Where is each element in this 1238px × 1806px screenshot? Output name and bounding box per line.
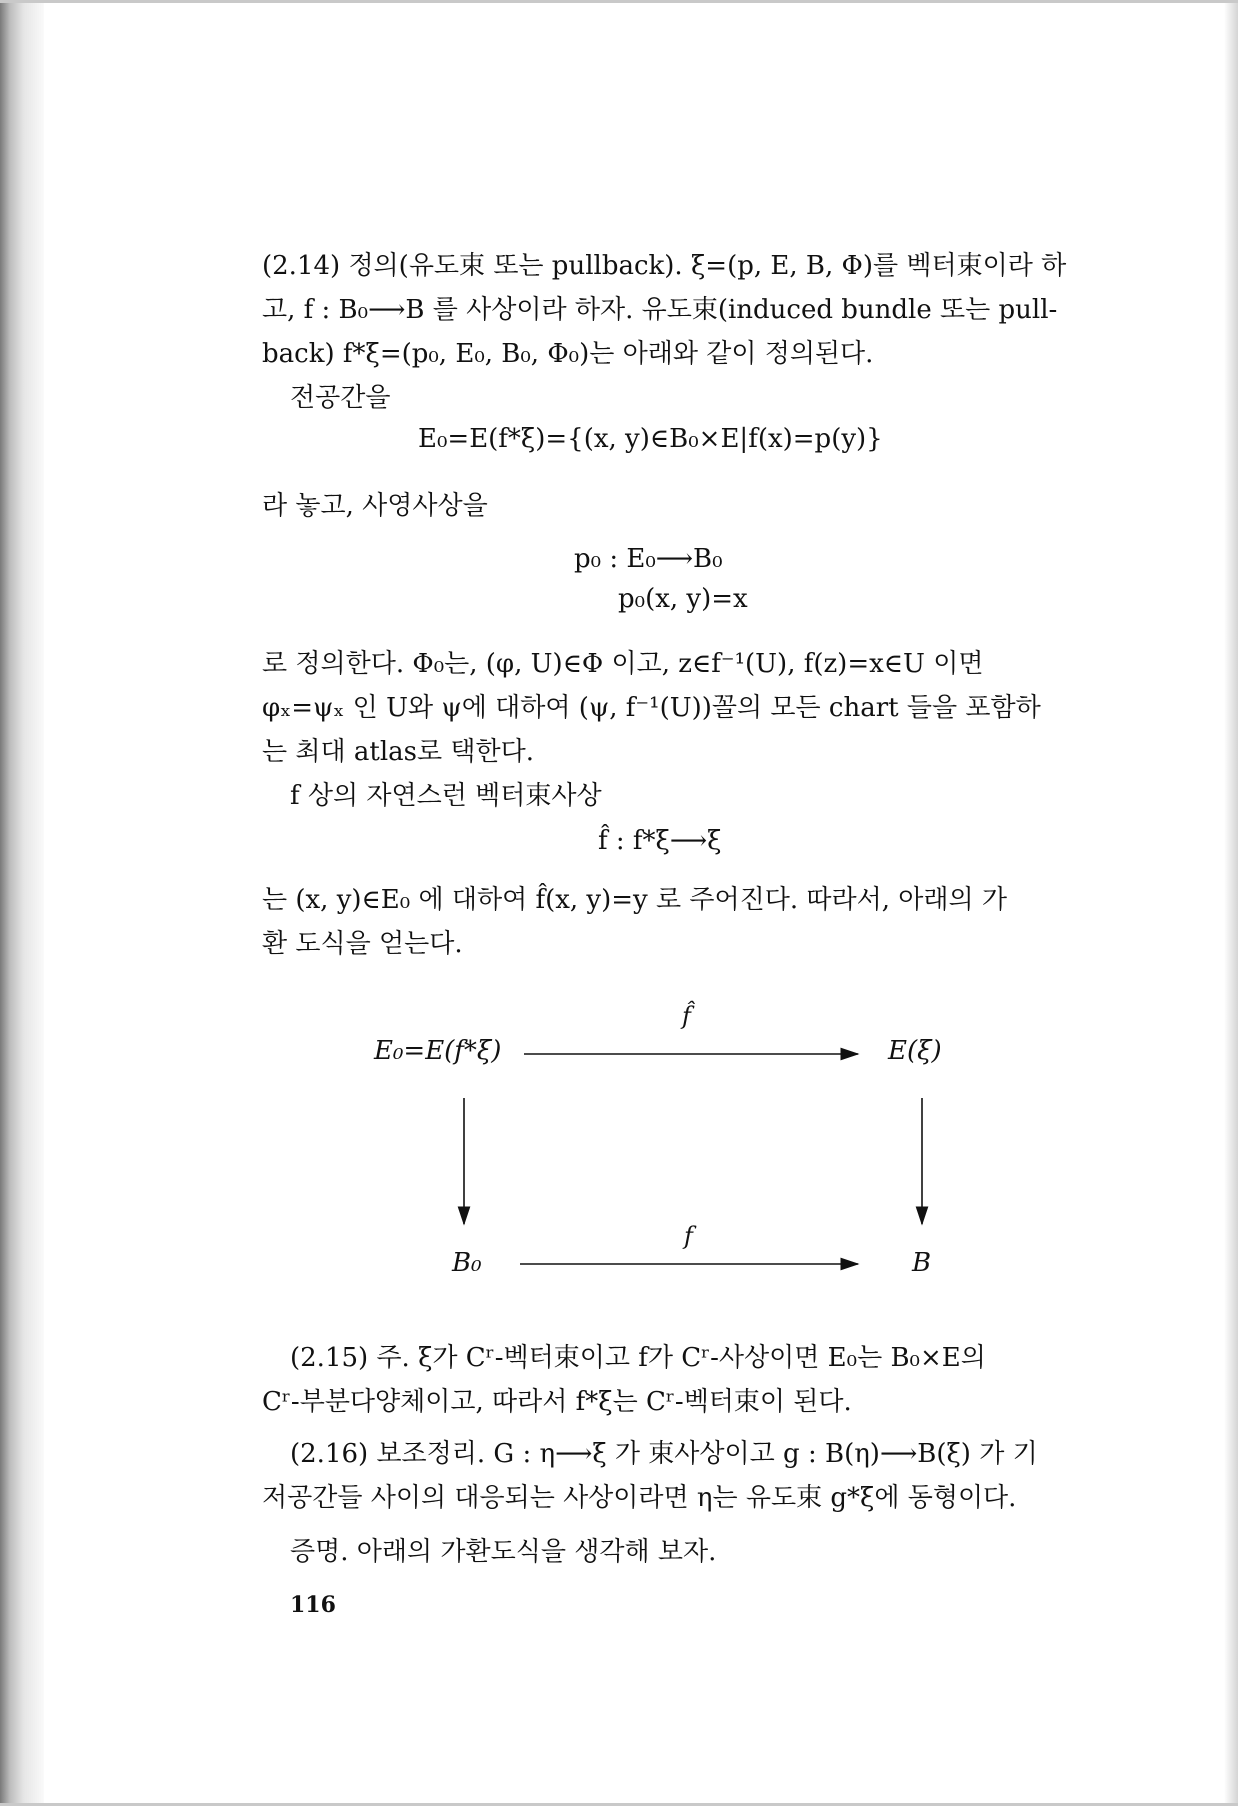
definition-2-14-line-10: 는 (x, y)∈E₀ 에 대하여 f̂(x, y)=y 로 주어진다. 따라서, 아래의 가	[262, 885, 1007, 915]
node-top-left: E₀=E(f*ξ)	[374, 1036, 502, 1066]
remark-2-15-line-1: (2.15) 주. ξ가 Cʳ-벡터束이고 f가 Cʳ-사상이면 E₀는 B₀×E의	[290, 1343, 986, 1373]
diagram-arrows	[360, 990, 980, 1290]
node-bottom-right: B	[912, 1248, 932, 1278]
definition-2-14-line-4: 전공간을	[290, 383, 391, 413]
page-edge-left	[0, 0, 44, 1806]
formula-bundle-map: f̂ : f*ξ⟶ξ	[598, 826, 722, 856]
formula-projection-2: p₀(x, y)=x	[618, 584, 748, 614]
definition-2-14-line-9: f 상의 자연스런 벡터束사상	[290, 781, 602, 811]
lemma-2-16-line-2: 저공간들 사이의 대응되는 사상이라면 η는 유도束 g*ξ에 동형이다.	[262, 1483, 1017, 1513]
remark-2-15-line-2: Cʳ-부분다양체이고, 따라서 f*ξ는 Cʳ-벡터束이 된다.	[262, 1387, 852, 1417]
node-top-right: E(ξ)	[888, 1036, 942, 1066]
formula-total-space: E₀=E(f*ξ)={(x, y)∈B₀×E|f(x)=p(y)}	[418, 424, 883, 454]
lemma-2-16-line-1: (2.16) 보조정리. G : η⟶ξ 가 束사상이고 g : B(η)⟶B(ξ) 가 기	[290, 1439, 1038, 1469]
definition-2-14-line-5: 라 놓고, 사영사상을	[262, 491, 488, 521]
page-number: 116	[290, 1592, 336, 1618]
label-bottom-arrow: f	[684, 1222, 693, 1250]
node-bottom-left: B₀	[452, 1248, 482, 1278]
page-edge-right	[1224, 0, 1238, 1806]
definition-2-14-line-6: 로 정의한다. Φ₀는, (φ, U)∈Φ 이고, z∈f⁻¹(U), f(z)=x∈U 이면	[262, 649, 984, 679]
definition-2-14-line-7: φₓ=ψₓ 인 U와 ψ에 대하여 (ψ, f⁻¹(U))꼴의 모든 chart 들을 포함하	[262, 693, 1041, 723]
formula-projection-1: p₀ : E₀⟶B₀	[574, 544, 723, 574]
commutative-diagram	[360, 990, 980, 1290]
definition-2-14-line-2: 고, f : B₀⟶B 를 사상이라 하자. 유도束(induced bundle 또는 pull-	[262, 295, 1058, 325]
definition-2-14-line-3: back) f*ξ=(p₀, E₀, B₀, Φ₀)는 아래와 같이 정의된다.	[262, 339, 874, 369]
proof-line-1: 증명. 아래의 가환도식을 생각해 보자.	[290, 1537, 717, 1567]
definition-2-14-line-11: 환 도식을 얻는다.	[262, 929, 463, 959]
label-top-arrow: f̂	[682, 1002, 691, 1030]
page-border-top	[0, 0, 1238, 3]
definition-2-14-line-8: 는 최대 atlas로 택한다.	[262, 737, 534, 767]
definition-2-14-line-1: (2.14) 정의(유도束 또는 pullback). ξ=(p, E, B, Φ)를 벡터束이라 하	[262, 251, 1067, 281]
